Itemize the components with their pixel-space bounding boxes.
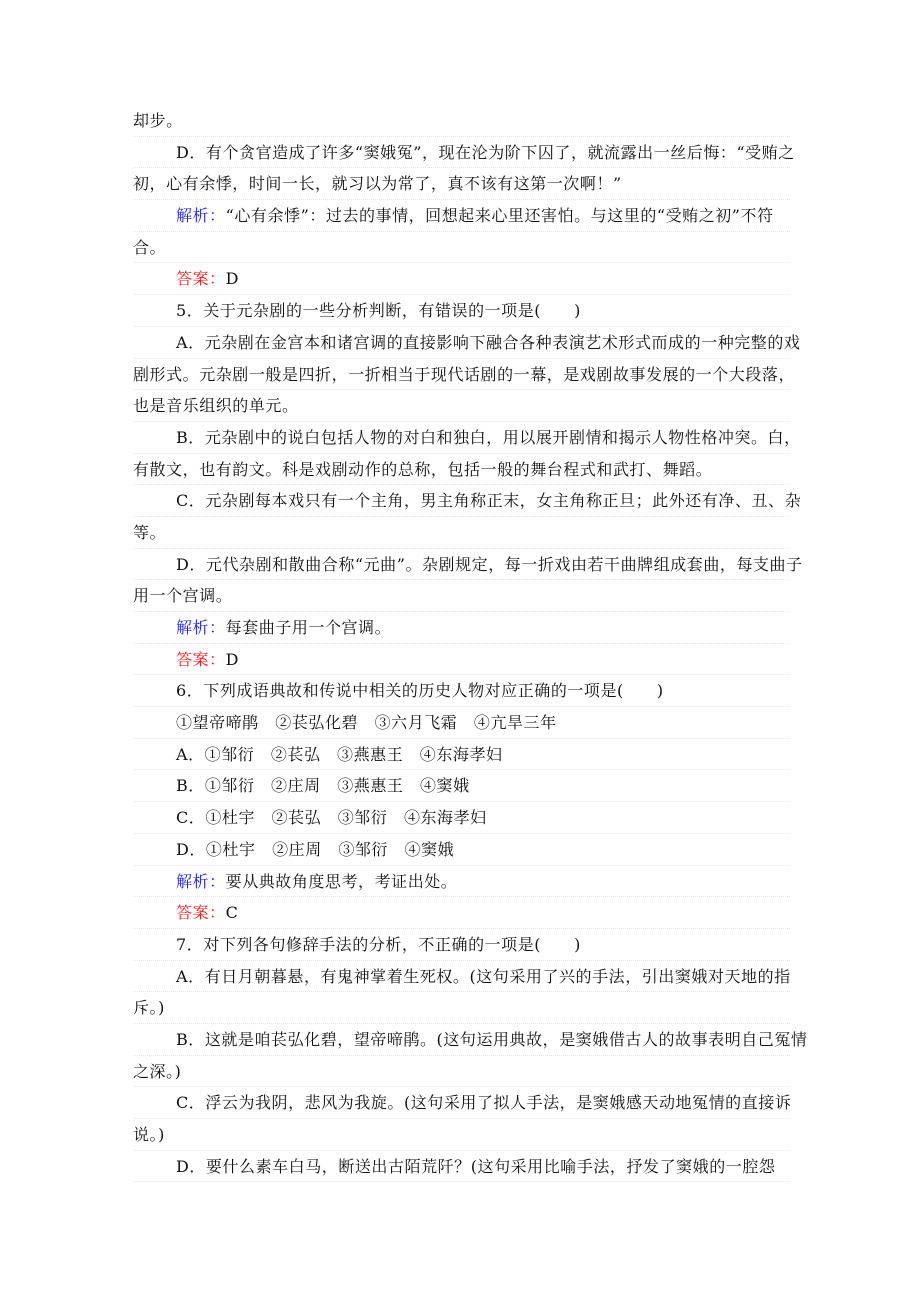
analysis-label: 解析： <box>176 871 226 891</box>
text-line <box>133 770 790 802</box>
text-line <box>133 929 790 961</box>
line-text: 每套曲子用一个宫调。 <box>225 618 392 637</box>
document-body <box>133 105 808 1182</box>
line-text: 剧形式。元杂剧一般是四折，一折相当于现代话剧的一幕，是戏剧故事发展的一个大段落， <box>133 364 796 384</box>
analysis-line <box>133 200 790 232</box>
line-text: ①望帝啼鹃 ②苌弘化碧 ③六月飞霜 ④亢旱三年 <box>176 713 557 733</box>
line-text: 初，心有余悸，时间一长，就习以为常了，真不该有这第一次啊！” <box>133 174 622 194</box>
text-line <box>133 359 796 391</box>
text-line <box>133 1056 790 1088</box>
text-line <box>133 390 790 422</box>
line-text: D．有个贪官造成了许多“窦娥冤”，现在沦为阶下囚了，就流露出一丝后悔：“受贿之 <box>176 142 795 162</box>
line-text: 有散文，也有韵文。科是戏剧动作的总称，包括一般的舞台程式和武打、舞蹈。 <box>133 459 713 479</box>
line-text: 6．下列成语典故和传说中相关的历史人物对应正确的一项是( ) <box>176 681 664 701</box>
line-text: C．①杜宇 ②苌弘 ③邹衍 ④东海孝妇 <box>176 808 487 828</box>
line-text: 用一个宫调。 <box>133 586 233 606</box>
answer-line <box>133 644 790 676</box>
line-text: 斥。) <box>133 998 165 1018</box>
text-line <box>133 739 790 771</box>
text-line <box>133 137 795 169</box>
line-text: D．要什么素车白马，断送出古陌荒阡？(这句采用比喻手法，抒发了窦娥的一腔怨 <box>176 1156 776 1176</box>
line-text: D．元代杂剧和散曲合称“元曲”。杂剧规定，每一折戏由若干曲牌组成套曲，每支曲子 <box>176 554 803 574</box>
text-line <box>133 549 803 581</box>
text-line <box>133 675 790 707</box>
line-text: A．①邹衍 ②苌弘 ③燕惠王 ④东海孝妇 <box>176 744 503 764</box>
line-text: 却步。 <box>133 111 183 130</box>
line-text: C．元杂剧每本戏只有一个主角，男主角称正末，女主角称正旦；此外还有净、丑、杂 <box>176 491 802 511</box>
text-line <box>133 105 790 137</box>
line-text: 5．关于元杂剧的一些分析判断，有错误的一项是( ) <box>176 301 581 321</box>
line-text: B．这就是咱苌弘化碧，望帝啼鹃。(这句运用典故，是窦娥借古人的故事表明自己冤情 <box>176 1029 808 1049</box>
line-text: A．元杂剧在金宫本和诸宫调的直接影响下融合各种表演艺术形式而成的一种完整的戏 <box>176 332 801 352</box>
text-line <box>133 802 790 834</box>
text-line <box>133 232 790 264</box>
answer-line <box>133 897 790 929</box>
text-line <box>133 168 790 200</box>
text-line <box>133 1024 808 1056</box>
text-line <box>133 422 801 454</box>
line-text: A．有日月朝暮悬，有鬼神掌着生死权。(这句采用了兴的手法，引出窦娥对天地的指 <box>176 966 791 986</box>
analysis-label: 解析： <box>176 618 226 637</box>
line-text: C．浮云为我阴，悲风为我旋。(这句采用了拟人手法，是窦娥感天动地冤情的直接诉 <box>176 1093 792 1113</box>
line-text: 等。 <box>133 522 167 542</box>
line-text: B．元杂剧中的说白包括人物的对白和独白，用以展开剧情和揭示人物性格冲突。白， <box>176 427 801 447</box>
line-text: 说。) <box>133 1125 165 1144</box>
text-line <box>133 580 790 612</box>
text-line <box>133 834 790 866</box>
analysis-line <box>133 866 790 898</box>
text-line <box>133 1119 790 1151</box>
answer-label: 答案： <box>176 649 226 669</box>
line-text: 合。 <box>133 237 167 257</box>
line-text: B．①邹衍 ②庄周 ③燕惠王 ④窦娥 <box>176 776 470 796</box>
text-line <box>133 295 790 327</box>
answer-line <box>133 263 790 295</box>
analysis-label: 解析： <box>176 206 226 226</box>
line-text: D．①杜宇 ②庄周 ③邹衍 ④窦娥 <box>176 839 455 859</box>
line-text: D <box>225 269 240 289</box>
line-text: 也是音乐组织的单元。 <box>133 396 299 416</box>
text-line <box>133 517 790 549</box>
line-text: “心有余悸”：过去的事情，回想起来心里还害怕。与这里的“受贿之初”不符 <box>225 206 774 226</box>
text-line <box>133 992 790 1024</box>
text-line <box>133 1151 790 1183</box>
text-line <box>133 1087 790 1119</box>
text-line <box>133 327 801 359</box>
text-line <box>133 485 802 517</box>
text-line <box>133 961 790 993</box>
analysis-line <box>133 612 790 644</box>
answer-label: 答案： <box>176 903 226 923</box>
line-text: D <box>225 649 240 669</box>
line-text: C <box>225 903 239 923</box>
text-line <box>133 454 790 486</box>
line-text: 7．对下列各句修辞手法的分析，不正确的一项是( ) <box>176 934 581 954</box>
text-line <box>133 707 790 739</box>
line-text: 要从典故角度思考，考证出处。 <box>225 871 458 891</box>
line-text: 之深。) <box>133 1061 182 1081</box>
answer-label: 答案： <box>176 269 226 289</box>
